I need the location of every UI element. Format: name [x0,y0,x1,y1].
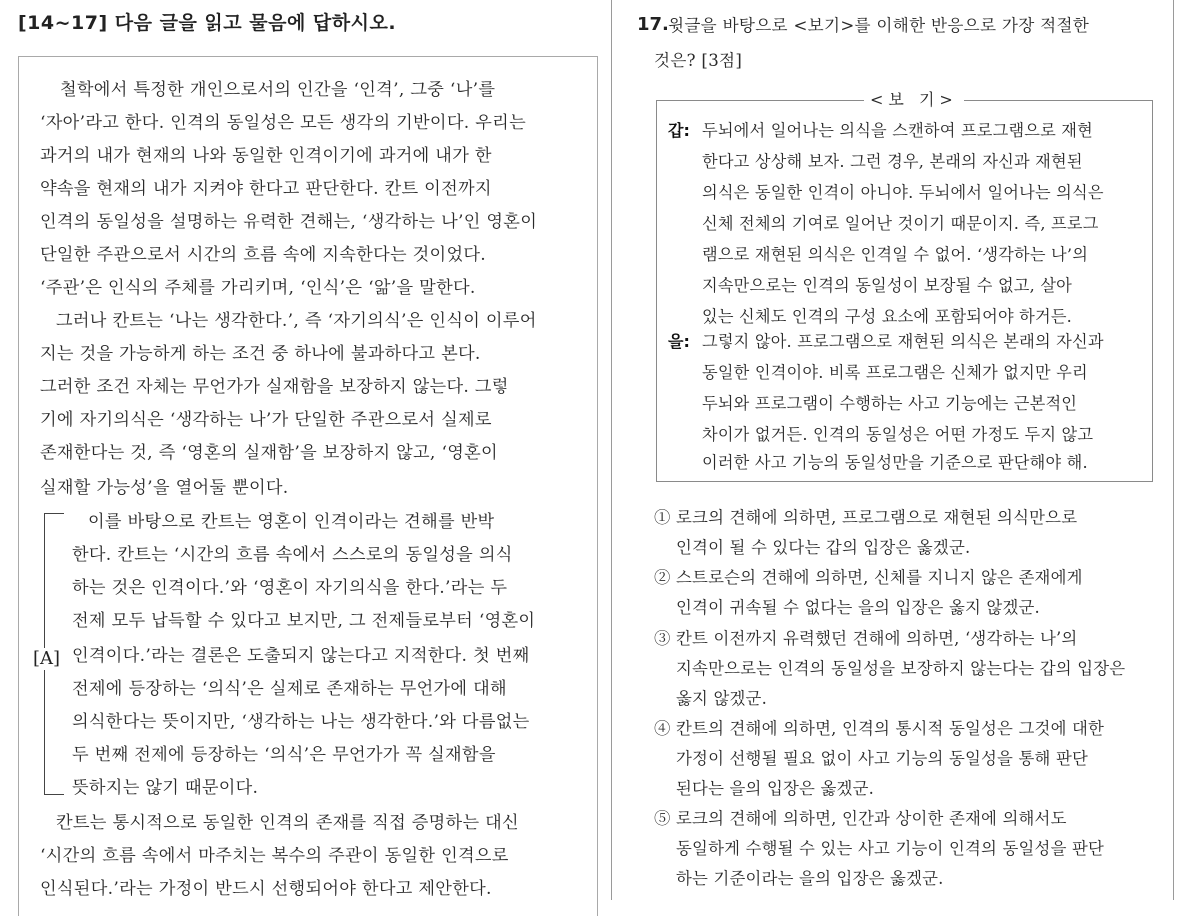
passage-line: 존재한다는 것, 즉 ‘영혼의 실재함’을 보장하지 않고, ‘영혼이 [40,443,498,463]
bogi-line [702,120,1093,142]
question-stem: 것은? [3점] [654,51,743,70]
passage-line: ‘주관’은 인식의 주체를 가리키며, ‘인식’은 ‘앎’을 말한다. [40,278,476,298]
choice-4-cont: 가정이 선행될 필요 없이 사고 기능의 동일성을 통해 판단 [676,749,1089,768]
passage-line: 지는 것을 가능하게 하는 조건 중 하나에 불과하다고 본다. [40,344,481,364]
section-heading: [14~17] 다음 글을 읽고 물음에 답하시오. [18,12,397,34]
choice-1[interactable]: ① 로크의 견해에 의하면, 프로그램으로 재현된 의식만으로 [654,508,1078,527]
bogi-line: 그렇지 않아. 프로그램으로 재현된 의식은 본래의 자신과 [702,332,1104,351]
passage-line: 약속을 현재의 내가 지켜야 한다고 판단한다. 칸트 이전까지 [40,179,492,199]
passage-line: 한다. 칸트는 ‘시간의 흐름 속에서 스스로의 동일성을 의식 [72,545,513,565]
bogi-line: 의식은 동일한 인격이 아니야. 두뇌에서 일어나는 의식은 [702,183,1104,202]
passage-line: 이를 바탕으로 칸트는 영혼이 인격이라는 견해를 반박 [88,512,495,532]
choice-2-cont: 인격이 귀속될 수 없다는 을의 입장은 옳지 않겠군. [676,598,1040,617]
passage-line: 칸트는 통시적으로 동일한 인격의 존재를 직접 증명하는 대신 [56,813,519,833]
passage-line: 철학에서 특정한 개인으로서의 인간을 ‘인격’, 그중 ‘나’를 [60,80,496,100]
passage-line: 인격이다.’라는 결론은 도출되지 않는다고 지적한다. 첫 번째 [72,646,530,666]
speaker-eul-label: 을: [668,332,690,351]
passage-line: ‘자아’라고 한다. 인격의 동일성은 모든 생각의 기반이다. 우리는 [40,113,526,133]
passage-line: 과거의 내가 현재의 나와 동일한 인격이기에 과거에 내가 한 [40,146,492,166]
choice-3-cont: 옳지 않겠군. [676,689,767,708]
question-stem: 윗글을 바탕으로 <보기>를 이해한 반응으로 가장 적절한 [668,16,1090,35]
passage-line: 실재할 가능성’을 열어둘 뿐이다. [40,478,289,498]
passage-line: 인식된다.’라는 가정이 반드시 선행되어야 한다고 제안한다. [40,879,492,899]
choice-3-cont: 지속만으로는 인격의 동일성을 보장하지 않는다는 갑의 입장은 [676,659,1126,678]
choice-5[interactable]: ⑤ 로크의 견해에 의하면, 인간과 상이한 존재에 의해서도 [654,809,1067,828]
choice-4[interactable]: ④ 칸트의 견해에 의하면, 인격의 통시적 동일성은 그것에 대한 [654,719,1105,738]
bogi-line: 한다고 상상해 보자. 그런 경우, 본래의 자신과 재현된 [702,152,1083,171]
column-divider [611,0,612,900]
bogi-line: 신체 전체의 기여로 일어난 것이기 때문이지. 즉, 프로그 [702,214,1099,233]
question-number: 17. [637,14,669,35]
a-bracket-label: [A] [33,648,61,669]
choice-5-cont: 하는 기준이라는 을의 입장은 옳겠군. [676,869,944,888]
choice-5-cont: 동일하게 수행될 수 있는 사고 기능이 인격의 동일성을 판단 [676,839,1105,858]
bogi-line: 지속만으로는 인격의 동일성이 보장될 수 없고, 살아 [702,276,1072,295]
passage-line: 두 번째 전제에 등장하는 ‘의식’은 무언가가 꼭 실재함을 [72,745,496,765]
passage-line: 의식한다는 뜻이지만, ‘생각하는 나는 생각한다.’와 다름없는 [72,712,530,732]
bogi-line: 차이가 없거든. 인격의 동일성은 어떤 가정도 두지 않고 [702,425,1094,444]
passage-line: 그러나 칸트는 ‘나는 생각한다.’, 즉 ‘자기의식’은 인식이 이루어 [56,311,537,331]
passage-line: 전제 모두 납득할 수 있다고 보지만, 그 전제들로부터 ‘영혼이 [72,611,536,631]
choice-2[interactable]: ② 스트로슨의 견해에 의하면, 신체를 지니지 않은 존재에게 [654,568,1083,587]
passage-line: 뜻하지는 않기 때문이다. [72,778,259,798]
bogi-title: <보 기> [864,90,964,110]
bogi-line: 있는 신체도 인격의 구성 요소에 포함되어야 하거든. [702,307,1072,326]
bogi-line-text: 두뇌에서 일어나는 의식을 스캔하여 프로그램으로 재현 [702,121,1093,140]
passage-line: 기에 자기의식은 ‘생각하는 나’가 단일한 주관으로서 실제로 [40,410,492,430]
bogi-line: 이러한 사고 기능의 동일성만을 기준으로 판단해야 해. [702,453,1088,472]
bogi-line: 동일한 인격이야. 비록 프로그램은 신체가 없지만 우리 [702,363,1088,382]
passage-line: 하는 것은 인격이다.’와 ‘영혼이 자기의식을 한다.’라는 두 [72,578,508,598]
bogi-line: 두뇌와 프로그램이 수행하는 사고 기능에는 근본적인 [702,394,1078,413]
choice-3[interactable]: ③ 칸트 이전까지 유력했던 견해에 의하면, ‘생각하는 나’의 [654,629,1078,648]
speaker-gap-label: 갑: [668,121,690,140]
passage-line: 단일한 주관으로서 시간의 흐름 속에 지속한다는 것이었다. [40,245,487,265]
bogi-line: 램으로 재현된 의식은 인격일 수 없어. ‘생각하는 나’의 [702,245,1089,264]
passage-line: 전제에 등장하는 ‘의식’은 실제로 존재하는 무언가에 대해 [72,679,507,699]
passage-line: 인격의 동일성을 설명하는 유력한 견해는, ‘생각하는 나’인 영혼이 [40,212,538,232]
choice-1-cont: 인격이 될 수 있다는 갑의 입장은 옳겠군. [676,538,971,557]
choice-4-cont: 된다는 을의 입장은 옳겠군. [676,779,875,798]
passage-line: ‘시간의 흐름 속에서 마주치는 복수의 주관이 동일한 인격으로 [40,846,509,866]
page-right-edge [1173,0,1174,900]
passage-line: 그러한 조건 자체는 무언가가 실재함을 보장하지 않는다. 그렇 [40,377,509,397]
